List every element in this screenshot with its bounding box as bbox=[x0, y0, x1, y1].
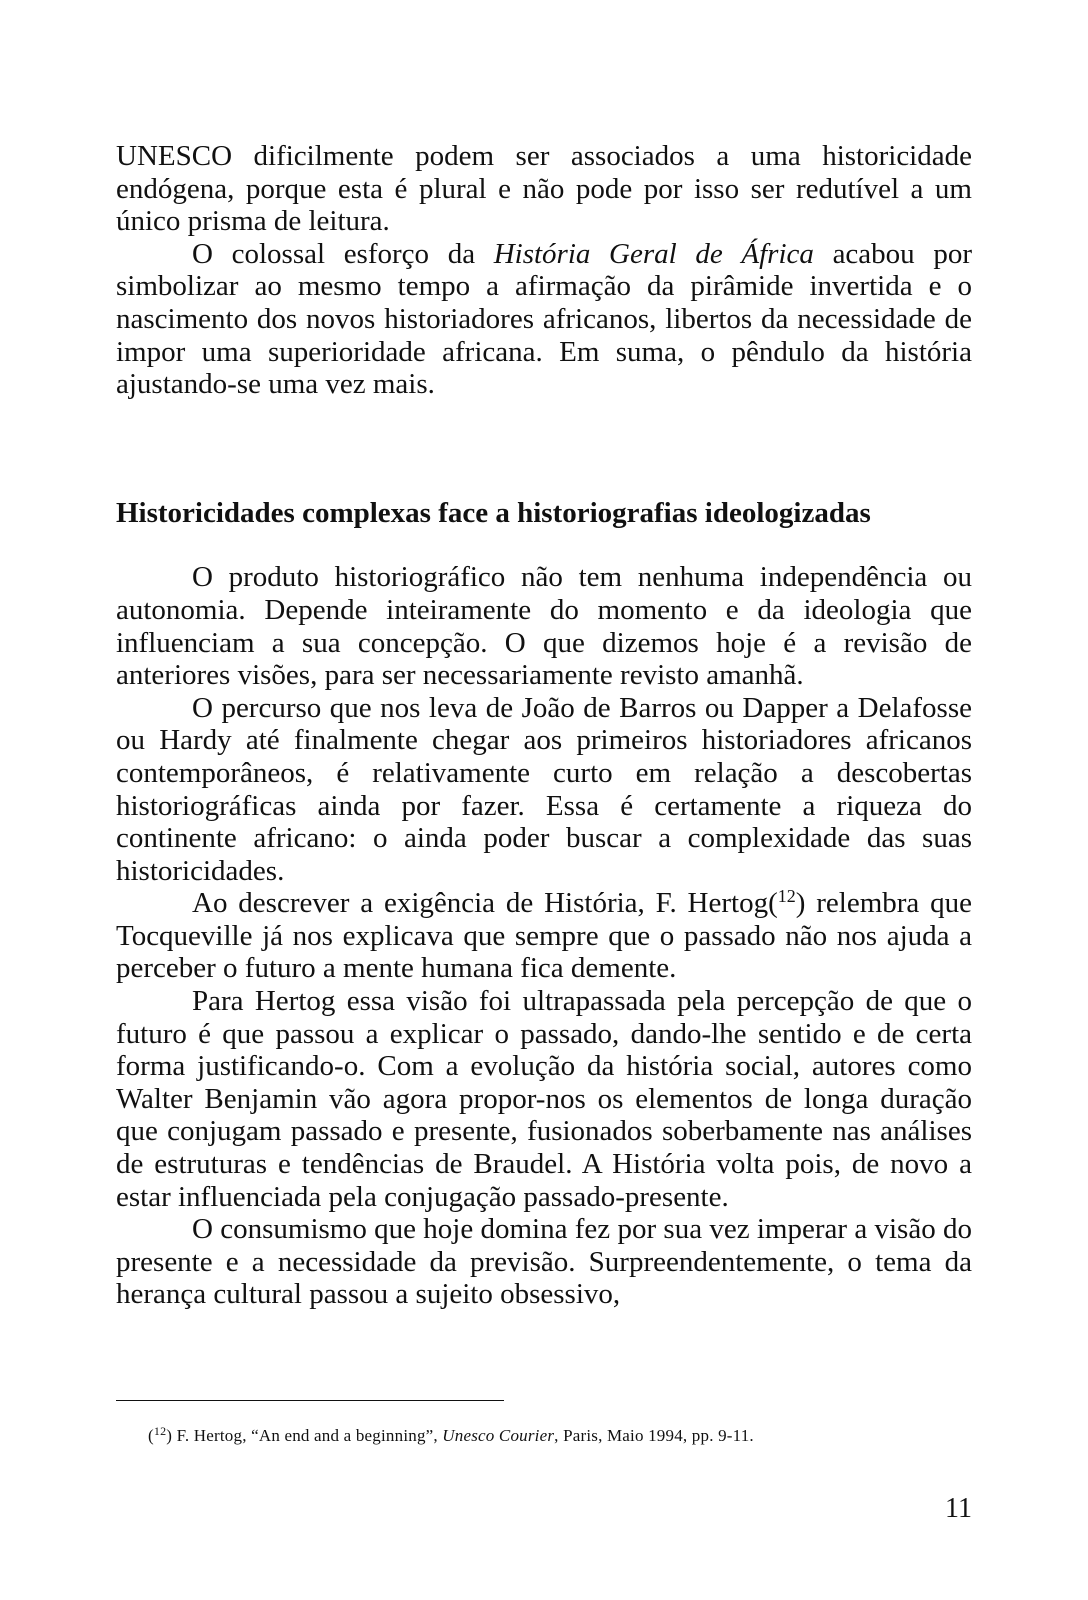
footnote-text: , Paris, Maio 1994, pp. 9-11. bbox=[554, 1426, 754, 1445]
page-number: 11 bbox=[945, 1493, 972, 1524]
paragraph-colossal-esforco bbox=[116, 238, 972, 401]
paragraph-continuation: UNESCO dificilmente podem ser associados a uma historicidade endógena, porque esta é plural e não pode por isso ser redutível a um único prisma de leitura. bbox=[116, 140, 972, 238]
footnote-text: ) F. Hertog, “An end and a beginning”, bbox=[166, 1426, 443, 1445]
footnote bbox=[148, 1420, 754, 1447]
footnote-divider bbox=[116, 1400, 504, 1401]
page-body bbox=[116, 140, 972, 1311]
footnote-open: ( bbox=[148, 1426, 154, 1445]
book-title: História Geral de África bbox=[493, 237, 814, 270]
paragraph-text: Ao descrever a exigência de História, F. Hertog( bbox=[192, 887, 778, 920]
footnote-number: 12 bbox=[153, 1424, 167, 1438]
paragraph-text: ) relembra que Tocqueville já nos explicava que sempre que o passado não nos ajuda a perceber o futuro a mente humana fica demente. bbox=[116, 887, 973, 985]
section-heading: Historicidades complexas face a historiografias ideologizadas bbox=[116, 496, 871, 529]
heading-spacer bbox=[116, 529, 972, 561]
paragraph-text: O colossal esforço da bbox=[192, 237, 494, 270]
footnote-journal: Unesco Courier bbox=[442, 1426, 555, 1445]
paragraph-text: acabou por simbolizar ao mesmo tempo a afirmação da pirâmide invertida e o nascimento dos novos historiadores africanos, libertos da necessidade de impor uma superioridade africana. Em suma, o pêndulo da história ajustando-se uma vez mais. bbox=[116, 237, 972, 401]
section-spacer bbox=[116, 401, 972, 497]
paragraph-percurso: O percurso que nos leva de João de Barros ou Dapper a Delafosse ou Hardy até finalmente chegar aos primeiros historiadores africanos contemporâneos, é relativamente curto em relação a descobertas historiográficas ainda por fazer. Essa é certamente a riqueza do continente africano: o ainda poder buscar a complexidade das suas historicidades. bbox=[116, 691, 972, 887]
paragraph-consumismo: O consumismo que hoje domina fez por sua vez imperar a visão do presente e a necessidade da previsão. Surpreendentemente, o tema da herança cultural passou a sujeito obsessivo, bbox=[116, 1213, 972, 1311]
footnote-reference[interactable]: 12 bbox=[777, 886, 796, 907]
paragraph-visao-ultrapassada: Para Hertog essa visão foi ultrapassada pela percepção de que o futuro é que passou a explicar o passado, dando-lhe sentido e de certa forma justificando-o. Com a evolução da história social, autores como Walter Benjamin vão agora propor-nos os elementos de longa duração que conjugam passado e presente, fusionados soberbamente nas análises de estruturas e tendências de Braudel. A História volta pois, de novo a estar influenciada pela conjugação passado-presente. bbox=[116, 985, 972, 1213]
paragraph-hertog bbox=[116, 887, 972, 985]
paragraph-produto-historiografico: O produto historiográfico não tem nenhuma independência ou autonomia. Depende inteiramente do momento e da ideologia que influenciam a sua concepção. O que dizemos hoje é a revisão de anteriores visões, para ser necessariamente revisto amanhã. bbox=[116, 561, 972, 692]
